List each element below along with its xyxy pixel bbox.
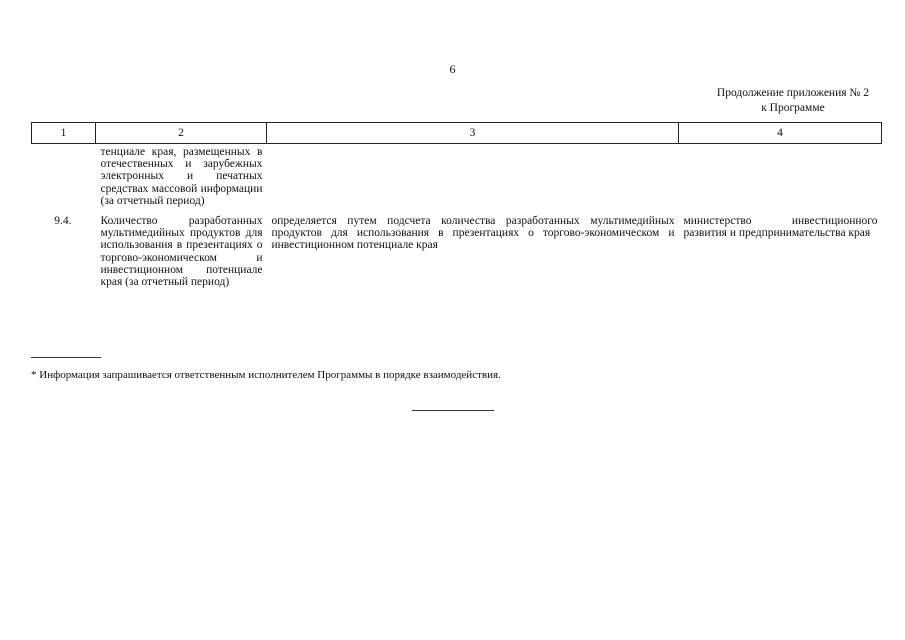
table-body xyxy=(32,144,882,295)
continuation-note xyxy=(717,86,869,116)
continuation-line-2: к Программе xyxy=(761,102,825,114)
column-header-3: 3 xyxy=(267,123,679,144)
continuation-line-1: Продолжение приложения № 2 xyxy=(716,87,869,99)
table-row xyxy=(32,144,882,214)
responsible-cell: министерство инвестиционного развития и предпринимательства края xyxy=(683,215,878,240)
column-header-2: 2 xyxy=(96,123,267,144)
table-header-row xyxy=(32,123,882,144)
indicator-cell: Количество разработанных мультимедийных продуктов для использования в презентациях о торгово-экономическом и инвестиционном потенциале края (за отчетный период) xyxy=(100,215,263,289)
column-header-4: 4 xyxy=(679,123,882,144)
indicator-cell: тенциале края, размещенных в отечественных и зарубежных электронных и печатных средствах массовой информации (за отчетный период) xyxy=(100,146,263,207)
method-cell xyxy=(267,144,679,214)
end-of-page-divider xyxy=(412,410,494,411)
footnote-divider xyxy=(31,357,101,358)
footnote: * Информация запрашивается ответственным исполнителем Программы в порядке взаимодействия. xyxy=(31,369,501,381)
table-row xyxy=(32,213,882,294)
column-header-1: 1 xyxy=(32,123,96,144)
program-table xyxy=(31,122,882,294)
row-number: 9.4. xyxy=(54,215,72,228)
responsible-cell xyxy=(679,144,882,214)
method-cell: определяется путем подсчета количества разработанных мультимедийных продуктов для использования в презентациях о торгово-экономическом и инвестиционном потенциале края xyxy=(271,215,675,252)
row-number xyxy=(32,144,96,214)
table-header xyxy=(32,123,882,144)
page-number: 6 xyxy=(449,62,456,76)
